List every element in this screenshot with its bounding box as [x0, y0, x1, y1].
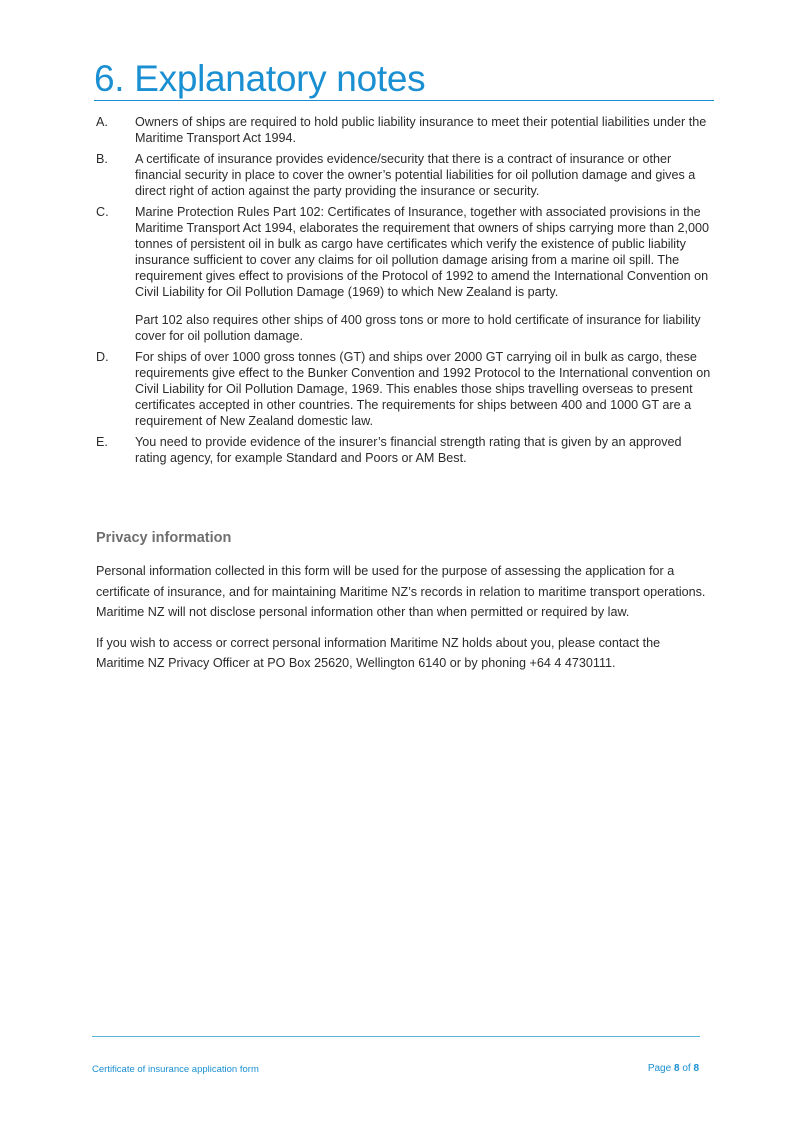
- note-item: [96, 434, 716, 466]
- page-title: 6. Explanatory notes: [94, 58, 426, 99]
- privacy-paragraph: If you wish to access or correct personal information Maritime NZ holds about you, please contact the Maritime NZ Privacy Officer at PO Box 25620, Wellington 6140 or by phoning +64 4 4730111.: [96, 635, 661, 670]
- footer-form-name: Certificate of insurance application form: [92, 1064, 259, 1075]
- note-letter: A.: [96, 115, 108, 129]
- note-item: [96, 114, 716, 146]
- note-paragraph: For ships of over 1000 gross tonnes (GT) and ships over 2000 GT carrying oil in bulk as cargo, these requirements give effect to the Bunker Convention and 1992 Protocol to the International convention on Civil Liability for Oil Pollution Damage, 1969. This enables those ships travelling overseas to present certificates accepted in other countries. The requirements for ships between 400 and 1000 GT are a requirement of New Zealand domestic law.: [135, 350, 711, 428]
- note-item: [96, 204, 716, 344]
- note-paragraph: You need to provide evidence of the insurer’s financial strength rating that is given by an approved rating agency, for example Standard and Poors or AM Best.: [135, 435, 682, 465]
- note-letter: B.: [96, 152, 108, 166]
- note-body: [135, 349, 716, 429]
- privacy-paragraph: Personal information collected in this form will be used for the purpose of assessing the application for a certificate of insurance, and for maintaining Maritime NZ’s records in relation to maritime transport operations. Maritime NZ will not disclose personal information other than when permitted or required by law.: [96, 564, 706, 619]
- note-item: [96, 151, 716, 199]
- note-letter: C.: [96, 205, 109, 219]
- privacy-section: [96, 561, 706, 684]
- footer-page-number: [600, 1063, 699, 1074]
- note-paragraph: Marine Protection Rules Part 102: Certificates of Insurance, together with associated provisions in the Maritime Transport Act 1994, elaborates the requirement that owners of ships carrying more than 2,000 tonnes of persistent oil in bulk as cargo have certificates which verify the existence of public liability insurance sufficient to cover any claims for oil pollution damage arising from a marine oil spill. The requirement gives effect to provisions of the Protocol of 1992 to amend the International Convention on Civil Liability for Oil Pollution Damage (1969) to which New Zealand is party.: [135, 205, 710, 299]
- page-label: Page: [647, 1063, 672, 1074]
- note-body: [135, 114, 716, 146]
- note-body: [135, 204, 716, 344]
- explanatory-notes-list: [96, 114, 716, 471]
- note-item: [96, 349, 716, 429]
- note-paragraph: Owners of ships are required to hold public liability insurance to meet their potential liabilities under the Maritime Transport Act 1994.: [135, 115, 707, 145]
- privacy-heading: Privacy information: [96, 530, 232, 546]
- note-letter: D.: [96, 350, 109, 364]
- note-body: [135, 151, 716, 199]
- note-paragraph: Part 102 also requires other ships of 400 gross tons or more to hold certificate of insurance for liability cover for oil pollution damage.: [135, 313, 701, 343]
- page-total: 8: [693, 1063, 699, 1074]
- note-letter: E.: [96, 435, 108, 449]
- footer-divider: [92, 1036, 700, 1037]
- title-divider: [94, 100, 714, 101]
- page-current: 8: [673, 1063, 680, 1074]
- note-paragraph: A certificate of insurance provides evidence/security that there is a contract of insurance or other financial security in place to cover the owner’s potential liabilities for oil pollution damage and gives a direct right of action against the party providing the insurance or security.: [135, 152, 696, 198]
- note-body: [135, 434, 716, 466]
- page-of: of: [682, 1063, 691, 1074]
